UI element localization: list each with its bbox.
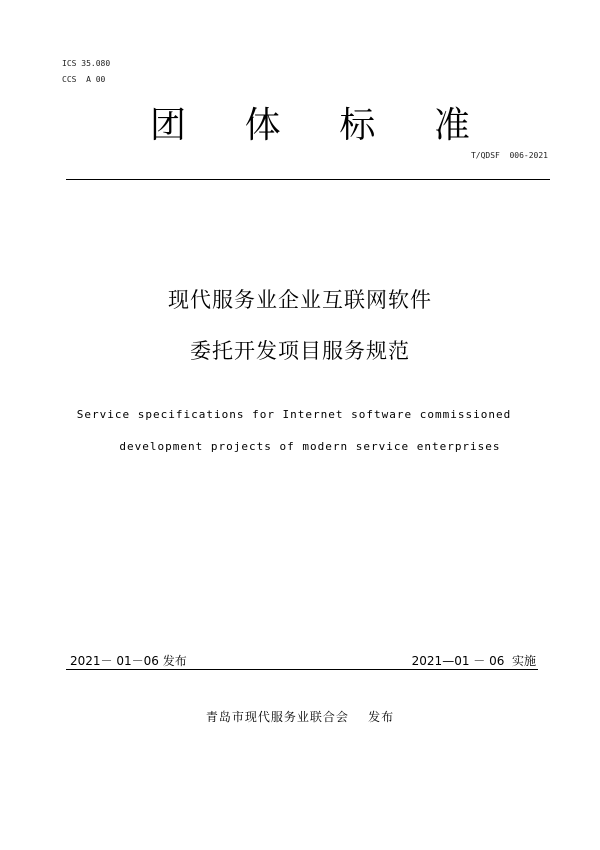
publisher: 青岛市现代服务业联合会 发布 (205, 710, 395, 724)
title-chinese-line-1: 现代服务业企业互联网软件 (168, 288, 432, 312)
header-divider (66, 179, 550, 180)
classification-codes (62, 56, 110, 88)
footer-divider (66, 669, 538, 670)
standard-type-char: 体 (244, 105, 281, 146)
title-english-line-2: development projects of modern service enterprises (119, 440, 501, 453)
ics-code: ICS 35.080 (62, 59, 111, 68)
title-english-line-1: Service specifications for Internet software commissioned (76, 408, 512, 421)
standard-type-char: 团 (150, 105, 187, 146)
ccs-code: CCS A 00 (62, 75, 106, 84)
publish-date: 2021－ 01－06 发布 (70, 654, 187, 668)
standard-type-heading (150, 104, 470, 148)
standard-number: T/QDSF 006-2021 (470, 151, 548, 160)
title-chinese-line-2: 委托开发项目服务规范 (190, 339, 410, 363)
standard-type-char: 标 (339, 105, 376, 146)
standard-type-char: 准 (433, 105, 470, 146)
implement-date: 2021—01 － 06 实施 (411, 654, 536, 668)
